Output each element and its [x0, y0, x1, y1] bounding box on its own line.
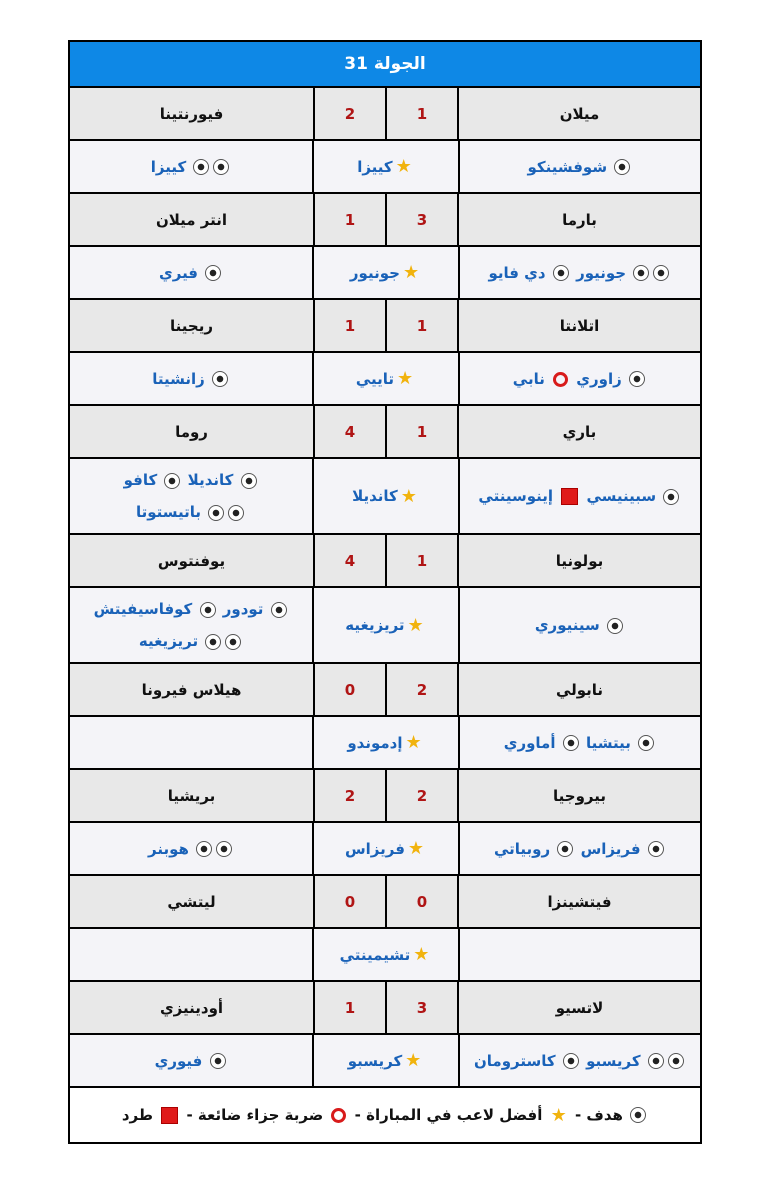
scorer-line: زانشيتا [152, 363, 230, 395]
soccer-ball-icon [205, 265, 221, 281]
home-team-name: ميلان [457, 88, 700, 139]
home-team-name: بيروجيا [457, 770, 700, 821]
scorer-line: بيتشيا أماوري [504, 727, 656, 759]
match-score-row [70, 770, 700, 823]
soccer-ball-icon [216, 841, 232, 857]
soccer-ball-icon [553, 265, 569, 281]
match-score-row [70, 664, 700, 717]
away-score: 4 [313, 535, 385, 586]
soccer-ball-icon [241, 473, 257, 489]
soccer-ball-icon [212, 371, 228, 387]
home-team-name: فيتشينزا [457, 876, 700, 927]
match-score-row [70, 194, 700, 247]
scorer-line: تريزيغيه [139, 625, 243, 657]
soccer-ball-icon [213, 159, 229, 175]
away-team-name: بريشيا [167, 786, 216, 805]
soccer-ball-icon [614, 159, 630, 175]
round-title: الجولة 31 [70, 42, 700, 88]
away-team-name: ليتشي [167, 892, 216, 911]
star-icon: ★ [550, 1104, 567, 1126]
soccer-ball-icon [633, 265, 649, 281]
red-ring-icon [553, 372, 568, 387]
home-scorers [458, 1035, 700, 1086]
soccer-ball-icon [205, 634, 221, 650]
home-score: 1 [385, 300, 457, 351]
home-team-name: بولونيا [457, 535, 700, 586]
man-of-the-match: ★ فريزاس [312, 823, 458, 874]
red-card-icon [161, 1107, 178, 1124]
match-score-row [70, 876, 700, 929]
scorer-line: سينيوري [535, 609, 625, 641]
home-team-name: اتلانتا [457, 300, 700, 351]
star-icon: ★ [397, 368, 414, 389]
man-of-the-match: ★ تشيمينتي [312, 929, 458, 980]
home-score: 2 [385, 770, 457, 821]
soccer-ball-icon [629, 371, 645, 387]
match-details-row [70, 929, 700, 982]
scorer-line: فريزاس روبياتي [494, 833, 666, 865]
match-details-row [70, 823, 700, 876]
home-score: 2 [385, 664, 457, 715]
soccer-ball-icon [196, 841, 212, 857]
away-score: 2 [313, 770, 385, 821]
legend [70, 1088, 700, 1142]
scorer-line: زاوري نابي [513, 363, 647, 395]
away-score: 4 [313, 406, 385, 457]
star-icon: ★ [395, 156, 412, 177]
away-team-name: روما [175, 422, 208, 441]
away-team-name: يوفنتوس [157, 551, 226, 570]
match-details-row [70, 141, 700, 194]
home-scorers [458, 353, 700, 404]
home-scorers [458, 459, 700, 533]
home-scorers [458, 141, 700, 192]
away-score: 0 [313, 876, 385, 927]
home-score: 0 [385, 876, 457, 927]
away-scorers [70, 823, 312, 874]
away-scorers [70, 459, 312, 533]
scorer-line: شوفشينكو [527, 151, 632, 183]
star-icon: ★ [405, 732, 422, 753]
home-team-name: باري [457, 406, 700, 457]
scorer-line: جونيور دي فايو [488, 257, 671, 289]
home-scorers [458, 717, 700, 768]
home-score: 3 [385, 194, 457, 245]
match-details-row [70, 1035, 700, 1088]
match-details-row [70, 353, 700, 406]
round-results-table [68, 40, 702, 1144]
away-team-name: ريجينا [170, 316, 213, 335]
soccer-ball-icon [653, 265, 669, 281]
home-team-name: نابولي [457, 664, 700, 715]
soccer-ball-icon [630, 1107, 646, 1123]
match-details-row [70, 588, 700, 664]
soccer-ball-icon [663, 489, 679, 505]
away-scorers [70, 247, 312, 298]
soccer-ball-icon [228, 505, 244, 521]
away-score: 1 [313, 300, 385, 351]
man-of-the-match: ★ كييزا [312, 141, 458, 192]
scorer-line: فيري [159, 257, 223, 289]
red-card-icon [561, 488, 578, 505]
scorer-line: كييزا [151, 151, 232, 183]
away-scorers [70, 1035, 312, 1086]
scorer-line: هوبنر [148, 833, 234, 865]
soccer-ball-icon [563, 1053, 579, 1069]
man-of-the-match: ★ كانديلا [312, 459, 458, 533]
away-team-name: انتر ميلان [155, 210, 228, 229]
star-icon: ★ [405, 1050, 422, 1071]
scorer-line: كانديلا كافو [124, 464, 259, 496]
star-icon: ★ [407, 838, 425, 859]
man-of-the-match: ★ كريسبو [312, 1035, 458, 1086]
man-of-the-match: ★ تاييي [312, 353, 458, 404]
star-icon: ★ [400, 485, 417, 507]
soccer-ball-icon [648, 1053, 664, 1069]
red-ring-icon [331, 1108, 346, 1123]
home-scorers [458, 588, 700, 662]
away-scorers [70, 929, 312, 980]
match-score-row [70, 300, 700, 353]
away-score: 0 [313, 664, 385, 715]
away-score: 1 [313, 194, 385, 245]
soccer-ball-icon [200, 602, 216, 618]
matches-list [70, 88, 700, 1088]
home-team-name: لاتسيو [457, 982, 700, 1033]
man-of-the-match: ★ تريزيغيه [312, 588, 458, 662]
soccer-ball-icon [607, 618, 623, 634]
star-icon: ★ [407, 614, 424, 636]
soccer-ball-icon [638, 735, 654, 751]
away-scorers [70, 717, 312, 768]
away-scorers [70, 353, 312, 404]
away-team-name: أودينيزي [159, 998, 224, 1017]
star-icon: ★ [402, 262, 420, 283]
away-score: 2 [313, 88, 385, 139]
match-details-row [70, 247, 700, 300]
legend-text: هدف - ★ أفضل لاعب في المباراة - ضربة جزاء ضائعة - طرد [122, 1105, 648, 1126]
match-score-row [70, 88, 700, 141]
home-scorers [458, 929, 700, 980]
home-scorers [458, 247, 700, 298]
scorer-line: فيوري [155, 1045, 228, 1077]
soccer-ball-icon [557, 841, 573, 857]
home-scorers [458, 823, 700, 874]
away-team-name: هيلاس فيرونا [141, 680, 242, 699]
scorer-line: تودور كوفاسيفيتش [94, 593, 289, 625]
match-details-row [70, 459, 700, 535]
star-icon: ★ [413, 944, 430, 965]
home-score: 1 [385, 88, 457, 139]
home-score: 3 [385, 982, 457, 1033]
scorer-line: كريسبو كاسترومان [474, 1045, 686, 1077]
scorer-line: سبينيسي إينوسينتي [478, 480, 681, 512]
home-score: 1 [385, 535, 457, 586]
away-scorers [70, 141, 312, 192]
home-team-name: بارما [457, 194, 700, 245]
match-score-row [70, 982, 700, 1035]
soccer-ball-icon [648, 841, 664, 857]
soccer-ball-icon [208, 505, 224, 521]
soccer-ball-icon [164, 473, 180, 489]
match-score-row [70, 535, 700, 588]
soccer-ball-icon [271, 602, 287, 618]
match-score-row [70, 406, 700, 459]
man-of-the-match: ★ جونيور [312, 247, 458, 298]
match-details-row [70, 717, 700, 770]
soccer-ball-icon [563, 735, 579, 751]
away-scorers [70, 588, 312, 662]
home-score: 1 [385, 406, 457, 457]
soccer-ball-icon [668, 1053, 684, 1069]
soccer-ball-icon [225, 634, 241, 650]
scorer-line: باتيستوتا [136, 496, 246, 528]
soccer-ball-icon [193, 159, 209, 175]
man-of-the-match: ★ إدموندو [312, 717, 458, 768]
soccer-ball-icon [210, 1053, 226, 1069]
away-score: 1 [313, 982, 385, 1033]
away-team-name: فيورنتينا [159, 104, 224, 123]
